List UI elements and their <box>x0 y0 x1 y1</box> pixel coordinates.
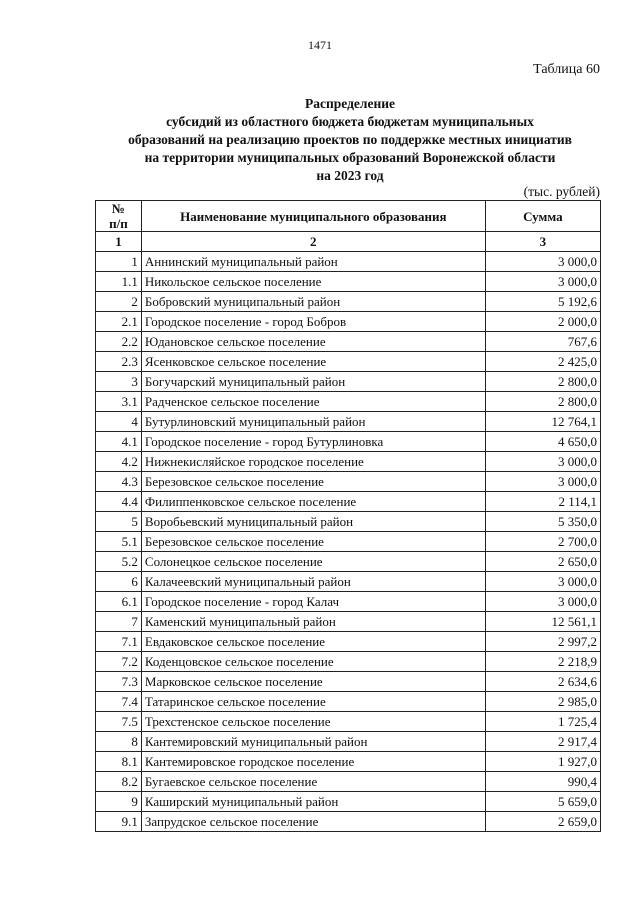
row-sum: 3 000,0 <box>485 572 600 592</box>
row-number: 2 <box>96 292 142 312</box>
row-number: 6.1 <box>96 592 142 612</box>
table-row <box>96 572 601 592</box>
row-sum: 2 650,0 <box>485 552 600 572</box>
header-number-line2: п/п <box>109 216 128 231</box>
row-number: 4 <box>96 412 142 432</box>
row-name: Бугаевское сельское поселение <box>141 772 485 792</box>
row-sum: 2 917,4 <box>485 732 600 752</box>
table-row <box>96 432 601 452</box>
row-sum: 3 000,0 <box>485 592 600 612</box>
table-reference: Таблица 60 <box>533 62 600 77</box>
table-header-row <box>96 201 601 232</box>
row-sum: 2 634,6 <box>485 672 600 692</box>
row-sum: 3 000,0 <box>485 252 600 272</box>
table-row <box>96 512 601 532</box>
row-name: Филиппенковское сельское поселение <box>141 492 485 512</box>
row-number: 9 <box>96 792 142 812</box>
table-body <box>96 252 601 832</box>
row-number: 4.1 <box>96 432 142 452</box>
row-sum: 3 000,0 <box>485 472 600 492</box>
row-name: Нижнекисляйское городское поселение <box>141 452 485 472</box>
table-row <box>96 732 601 752</box>
row-number: 2.1 <box>96 312 142 332</box>
table-row <box>96 352 601 372</box>
row-number: 7 <box>96 612 142 632</box>
header-number <box>96 201 142 232</box>
row-name: Калачеевский муниципальный район <box>141 572 485 592</box>
table-row <box>96 492 601 512</box>
row-number: 7.3 <box>96 672 142 692</box>
row-sum: 1 927,0 <box>485 752 600 772</box>
table-row <box>96 632 601 652</box>
table-row <box>96 672 601 692</box>
row-sum: 4 650,0 <box>485 432 600 452</box>
row-name: Кантемировский муниципальный район <box>141 732 485 752</box>
row-name: Аннинский муниципальный район <box>141 252 485 272</box>
row-name: Кантемировское городское поселение <box>141 752 485 772</box>
row-sum: 2 425,0 <box>485 352 600 372</box>
row-number: 3 <box>96 372 142 392</box>
row-number: 1.1 <box>96 272 142 292</box>
row-sum: 2 114,1 <box>485 492 600 512</box>
row-sum: 2 000,0 <box>485 312 600 332</box>
row-sum: 2 800,0 <box>485 392 600 412</box>
title-line: субсидий из областного бюджета бюджетам муниципальных <box>166 114 534 129</box>
row-sum: 990,4 <box>485 772 600 792</box>
row-name: Запрудское сельское поселение <box>141 812 485 832</box>
table-row <box>96 472 601 492</box>
header-sum: Сумма <box>485 201 600 232</box>
row-number: 5.2 <box>96 552 142 572</box>
table-row <box>96 712 601 732</box>
header-name: Наименование муниципального образования <box>141 201 485 232</box>
table-row <box>96 272 601 292</box>
row-number: 7.2 <box>96 652 142 672</box>
row-number: 7.1 <box>96 632 142 652</box>
row-name: Каменский муниципальный район <box>141 612 485 632</box>
row-sum: 2 985,0 <box>485 692 600 712</box>
row-sum: 1 725,4 <box>485 712 600 732</box>
row-number: 8 <box>96 732 142 752</box>
row-sum: 2 800,0 <box>485 372 600 392</box>
row-number: 6 <box>96 572 142 592</box>
row-number: 4.4 <box>96 492 142 512</box>
table-row <box>96 392 601 412</box>
column-index: 1 <box>96 232 142 252</box>
row-name: Евдаковское сельское поселение <box>141 632 485 652</box>
row-number: 2.3 <box>96 352 142 372</box>
table-row <box>96 692 601 712</box>
column-index: 3 <box>485 232 600 252</box>
page-number: 1471 <box>308 38 332 52</box>
table-row <box>96 612 601 632</box>
row-number: 5 <box>96 512 142 532</box>
table-row <box>96 532 601 552</box>
row-sum: 2 218,9 <box>485 652 600 672</box>
row-sum: 3 000,0 <box>485 452 600 472</box>
row-number: 3.1 <box>96 392 142 412</box>
row-number: 7.5 <box>96 712 142 732</box>
row-sum: 5 659,0 <box>485 792 600 812</box>
row-number: 4.2 <box>96 452 142 472</box>
column-index: 2 <box>141 232 485 252</box>
row-name: Березовское сельское поселение <box>141 472 485 492</box>
row-name: Татаринское сельское поселение <box>141 692 485 712</box>
table-row <box>96 412 601 432</box>
title-line: Распределение <box>304 96 396 111</box>
row-name: Богучарский муниципальный район <box>141 372 485 392</box>
row-name: Ясенковское сельское поселение <box>141 352 485 372</box>
row-sum: 5 350,0 <box>485 512 600 532</box>
title-line: образований на реализацию проектов по поддержке местных инициатив <box>128 132 572 147</box>
title-line: на территории муниципальных образований Воронежской области <box>144 150 556 165</box>
table-row <box>96 812 601 832</box>
table-row <box>96 552 601 572</box>
row-name: Марковское сельское поселение <box>141 672 485 692</box>
table-row <box>96 452 601 472</box>
distribution-table <box>95 200 601 832</box>
row-name: Березовское сельское поселение <box>141 532 485 552</box>
row-number: 4.3 <box>96 472 142 492</box>
row-name: Воробьевский муниципальный район <box>141 512 485 532</box>
row-name: Трехстенское сельское поселение <box>141 712 485 732</box>
row-number: 2.2 <box>96 332 142 352</box>
row-name: Городское поселение - город Калач <box>141 592 485 612</box>
row-sum: 767,6 <box>485 332 600 352</box>
row-name: Юдановское сельское поселение <box>141 332 485 352</box>
row-name: Никольское сельское поселение <box>141 272 485 292</box>
row-name: Солонецкое сельское поселение <box>141 552 485 572</box>
table-row <box>96 332 601 352</box>
column-index-row <box>96 232 601 252</box>
table-row <box>96 372 601 392</box>
row-number: 8.2 <box>96 772 142 792</box>
document-title <box>60 95 640 185</box>
row-sum: 2 659,0 <box>485 812 600 832</box>
units-label: (тыс. рублей) <box>523 184 600 199</box>
row-name: Радченское сельское поселение <box>141 392 485 412</box>
row-sum: 2 997,2 <box>485 632 600 652</box>
table-row <box>96 592 601 612</box>
title-line: на 2023 год <box>316 168 384 183</box>
row-number: 9.1 <box>96 812 142 832</box>
row-name: Коденцовское сельское поселение <box>141 652 485 672</box>
table-row <box>96 252 601 272</box>
table-row <box>96 752 601 772</box>
row-number: 7.4 <box>96 692 142 712</box>
header-number-line1: № <box>111 201 125 216</box>
table-row <box>96 772 601 792</box>
row-number: 8.1 <box>96 752 142 772</box>
row-name: Городское поселение - город Бутурлиновка <box>141 432 485 452</box>
row-name: Каширский муниципальный район <box>141 792 485 812</box>
row-sum: 12 764,1 <box>485 412 600 432</box>
table-row <box>96 292 601 312</box>
table-row <box>96 652 601 672</box>
row-name: Бутурлиновский муниципальный район <box>141 412 485 432</box>
row-name: Городское поселение - город Бобров <box>141 312 485 332</box>
row-number: 5.1 <box>96 532 142 552</box>
row-sum: 3 000,0 <box>485 272 600 292</box>
row-sum: 2 700,0 <box>485 532 600 552</box>
table-row <box>96 792 601 812</box>
row-sum: 12 561,1 <box>485 612 600 632</box>
row-name: Бобровский муниципальный район <box>141 292 485 312</box>
row-sum: 5 192,6 <box>485 292 600 312</box>
table-row <box>96 312 601 332</box>
row-number: 1 <box>96 252 142 272</box>
